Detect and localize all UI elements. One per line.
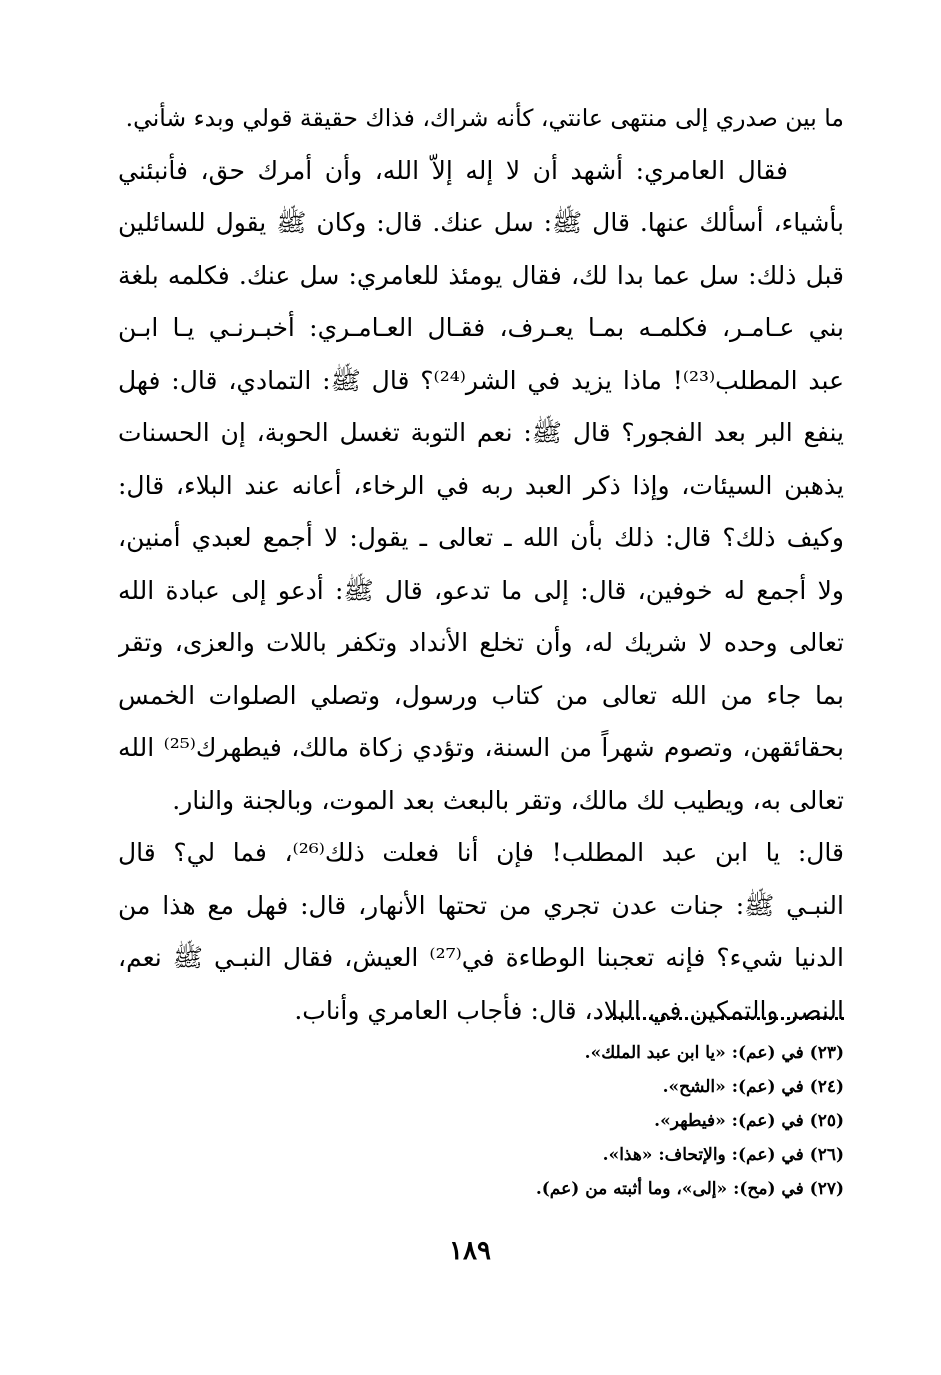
text-line: ينفع البر بعد الفجور؟ قال ﷺ: نعم التوبة تغسل الحوبة، إن الحسنات [118,418,844,447]
text-line: ما بين صدري إلى منتهى عانتي، كأنه شراك، فذاك حقيقة قولي وبدء شأني. [125,104,844,132]
text-line: عبد المطلب⁽²³⁾! ماذا يزيد في الشر⁽²⁴⁾؟ قال ﷺ: التمادي، قال: فهل [118,365,844,395]
text-line: النبـي ﷺ: جنات عدن تجري من تحتها الأنهار، قال: فهل مع هذا من [118,890,844,920]
text-line: تعالى وحده لا شريك له، وأن تخلع الأنداد وتكفر باللات والعزى، وتقر [118,628,844,657]
text-line: ولا أجمع له خوفين، قال: إلى ما تدعو، قال ﷺ: أدعو إلى عبادة الله [118,575,844,605]
text-line: فقال العامري: أشهد أن لا إله إلاّ الله، وأن أمرك حق، فأنبئني [118,155,788,185]
text-line: النصر والتمكين في البلاد، قال: فأجاب العامري وأناب. [294,995,844,1025]
text-line: قبل ذلك: سل عما بدا لك، فقال يومئذ للعامري: سل عنك. فكلمه بلغة [118,260,844,290]
page-number: ١٨٩ [449,1236,491,1266]
text-line: بما جاء من الله تعالى من كتاب ورسول، وتصلي الصلوات الخمس [118,680,844,710]
text-line: يذهبن السيئات، وإذا ذكر العبد ربه في الرخاء، أعانه عند البلاء، قال: [118,470,844,500]
footnote-25: (٢٥) في (عم): «فيطهر». [654,1111,844,1131]
text-line: بأشياء، أسألك عنها. قال ﷺ: سل عنك. قال: وكان ﷺ يقول للسائلين [118,208,844,237]
text-line: تعالى به، ويطيب لك مالك، وتقر بالبعث بعد الموت، وبالجنة والنار. [172,785,844,815]
text-line: الدنيا شيء؟ فإنه تعجبنا الوطاءة في⁽²⁷⁾ العيش، فقال النبـي ﷺ نعم، [118,943,844,972]
text-line: قال: يا ابن عبد المطلب! فإن أنا فعلت ذلك⁽²⁶⁾، فما لي؟ قال [118,838,844,867]
text-line: وكيف ذلك؟ قال: ذلك بأن الله ـ تعالى ـ يقول: لا أجمع لعبدي أمنين، [118,523,844,552]
text-line: بني عـامـر، فكلمـه بمـا يعـرف، فقـال العـامـري: أخبـرنـي يـا ابـن [118,313,844,342]
footnote-separator [606,1017,844,1020]
footnote-23: (٢٣) في (عم): «يا ابن عبد الملك». [584,1043,844,1063]
footnote-26: (٢٦) في (عم): والإتحاف: «هذا». [602,1145,844,1165]
footnote-27: (٢٧) في (مح): «إلى»، وما أثبته من (عم). [535,1179,844,1199]
text-line: بحقائقهن، وتصوم شهراً من السنة، وتؤدي زكاة مالك، فيطهرك⁽²⁵⁾ الله [118,733,844,762]
footnotes [300,1036,844,1206]
footnote-24: (٢٤) في (عم): «الشح». [662,1077,844,1097]
main-text [118,92,844,1037]
